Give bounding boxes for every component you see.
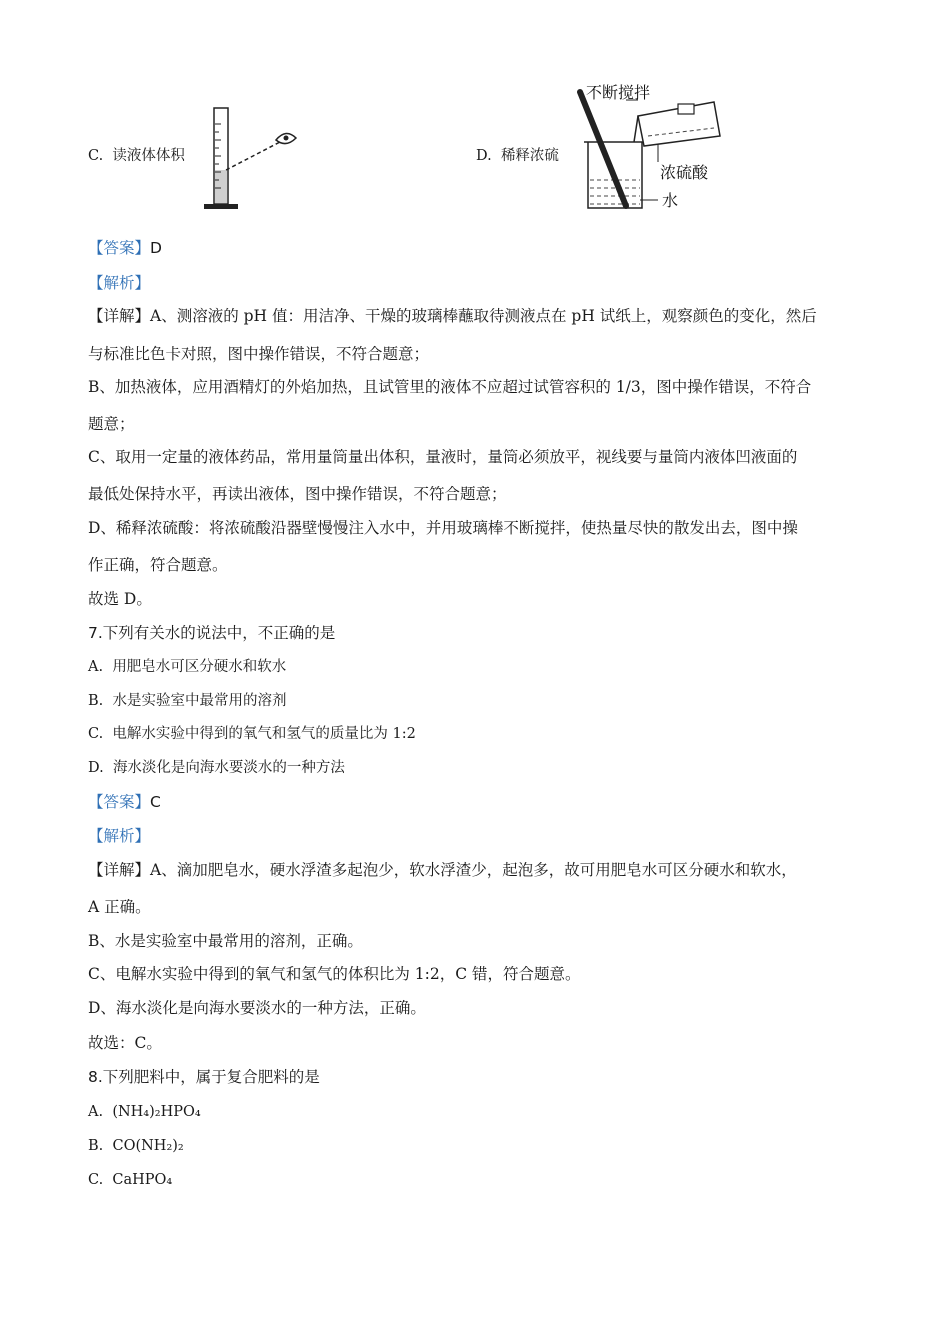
q6-option-c-letter: C. <box>88 148 104 164</box>
q6-line-4: C、取用一定量的液体药品，常用量筒量出体积，量液时，量筒必须放平，视线要与量筒内液体凹液面的 <box>88 448 798 466</box>
q6-option-c-text: 读液体体积 <box>112 148 185 164</box>
option-text: 电解水实验中得到的氧气和氢气的质量比为 1:2 <box>112 726 416 742</box>
acid-label: 浓硫酸 <box>660 163 709 182</box>
q7-line-5: 故选：C。 <box>88 1034 162 1052</box>
q7-number: 7. <box>88 624 103 642</box>
option-letter: B. <box>88 1138 104 1154</box>
q7-stem <box>88 623 335 643</box>
q6-line-3: 题意； <box>88 415 135 433</box>
q8-number: 8. <box>88 1068 103 1086</box>
option-letter: A. <box>88 659 104 675</box>
q6-line-8: 故选 D。 <box>88 590 152 608</box>
graduated-cylinder-figure <box>196 100 306 215</box>
q6-answer <box>88 238 162 258</box>
q7-stem-text: 下列有关水的说法中，不正确的是 <box>102 624 336 642</box>
answer-value: C <box>150 793 161 811</box>
dilute-sulfuric-acid-figure <box>574 80 744 220</box>
q7-line-4: D、海水淡化是向海水要淡水的一种方法，正确。 <box>88 999 426 1017</box>
q7-detail-line-1 <box>88 860 797 880</box>
q8-option-a <box>88 1102 201 1122</box>
option-letter: C. <box>88 1172 104 1188</box>
q7-option-b <box>88 691 286 711</box>
option-letter: B. <box>88 693 104 709</box>
q6-analysis-tag: 【解析】 <box>88 274 151 292</box>
q6-line-6: D、稀释浓硫酸：将浓硫酸沿器壁慢慢注入水中，并用玻璃棒不断搅拌，使热量尽快的散发出去，图中操 <box>88 519 798 537</box>
option-formula: CO(NH₂)₂ <box>112 1138 184 1154</box>
q6-line-7: 作正确，符合题意。 <box>88 556 228 574</box>
q6-option-d <box>476 144 559 165</box>
q6-option-d-letter: D. <box>476 148 492 164</box>
q7-line-0: A、滴加肥皂水，硬水浮渣多起泡少，软水浮渣少，起泡多，故可用肥皂水可区分硬水和软水， <box>150 861 797 879</box>
q6-line-5: 最低处保持水平，再读出液体，图中操作错误，不符合题意； <box>88 485 507 503</box>
answer-value: D <box>150 239 162 257</box>
q7-line-2: B、水是实验室中最常用的溶剂，正确。 <box>88 932 363 950</box>
option-formula: CaHPO₄ <box>112 1172 173 1188</box>
q8-stem-text: 下列肥料中，属于复合肥料的是 <box>102 1068 320 1086</box>
option-formula: (NH₄)₂HPO₄ <box>112 1104 201 1120</box>
option-text: 用肥皂水可区分硬水和软水 <box>112 659 287 675</box>
q6-detail-line-1 <box>88 306 817 326</box>
q7-analysis-tag: 【解析】 <box>88 827 151 845</box>
q6-line-0: A、测溶液的 pH 值：用洁净、干燥的玻璃棒蘸取待测液点在 pH 试纸上，观察颜色的变化，然后 <box>150 307 817 325</box>
water-label: 水 <box>662 191 679 210</box>
q6-line-2: B、加热液体，应用酒精灯的外焰加热，且试管里的液体不应超过试管容积的 1/3，图中操作错误，不符合 <box>88 378 812 396</box>
q7-option-c <box>88 724 416 744</box>
option-letter: A. <box>88 1104 104 1120</box>
q8-option-c <box>88 1170 172 1190</box>
q6-line-1: 与标准比色卡对照，图中操作错误，不符合题意； <box>88 345 430 363</box>
option-letter: C. <box>88 726 104 742</box>
q8-stem <box>88 1067 320 1087</box>
stir-label: 不断搅拌 <box>586 83 651 102</box>
q6-option-d-text: 稀释浓硫 <box>500 148 559 164</box>
detail-tag: 【详解】 <box>88 307 151 325</box>
answer-tag: 【答案】 <box>88 239 151 257</box>
detail-tag: 【详解】 <box>88 861 151 879</box>
q6-option-c <box>88 144 185 165</box>
q7-line-1: A 正确。 <box>88 898 151 916</box>
q7-line-3: C、电解水实验中得到的氧气和氢气的体积比为 1:2，C 错，符合题意。 <box>88 965 581 983</box>
q7-option-d <box>88 758 345 778</box>
answer-tag: 【答案】 <box>88 793 151 811</box>
q7-option-a <box>88 657 286 677</box>
q7-answer <box>88 792 161 812</box>
q8-option-b <box>88 1136 184 1156</box>
option-text: 海水淡化是向海水要淡水的一种方法 <box>112 760 345 776</box>
option-letter: D. <box>88 760 104 776</box>
option-text: 水是实验室中最常用的溶剂 <box>112 693 287 709</box>
